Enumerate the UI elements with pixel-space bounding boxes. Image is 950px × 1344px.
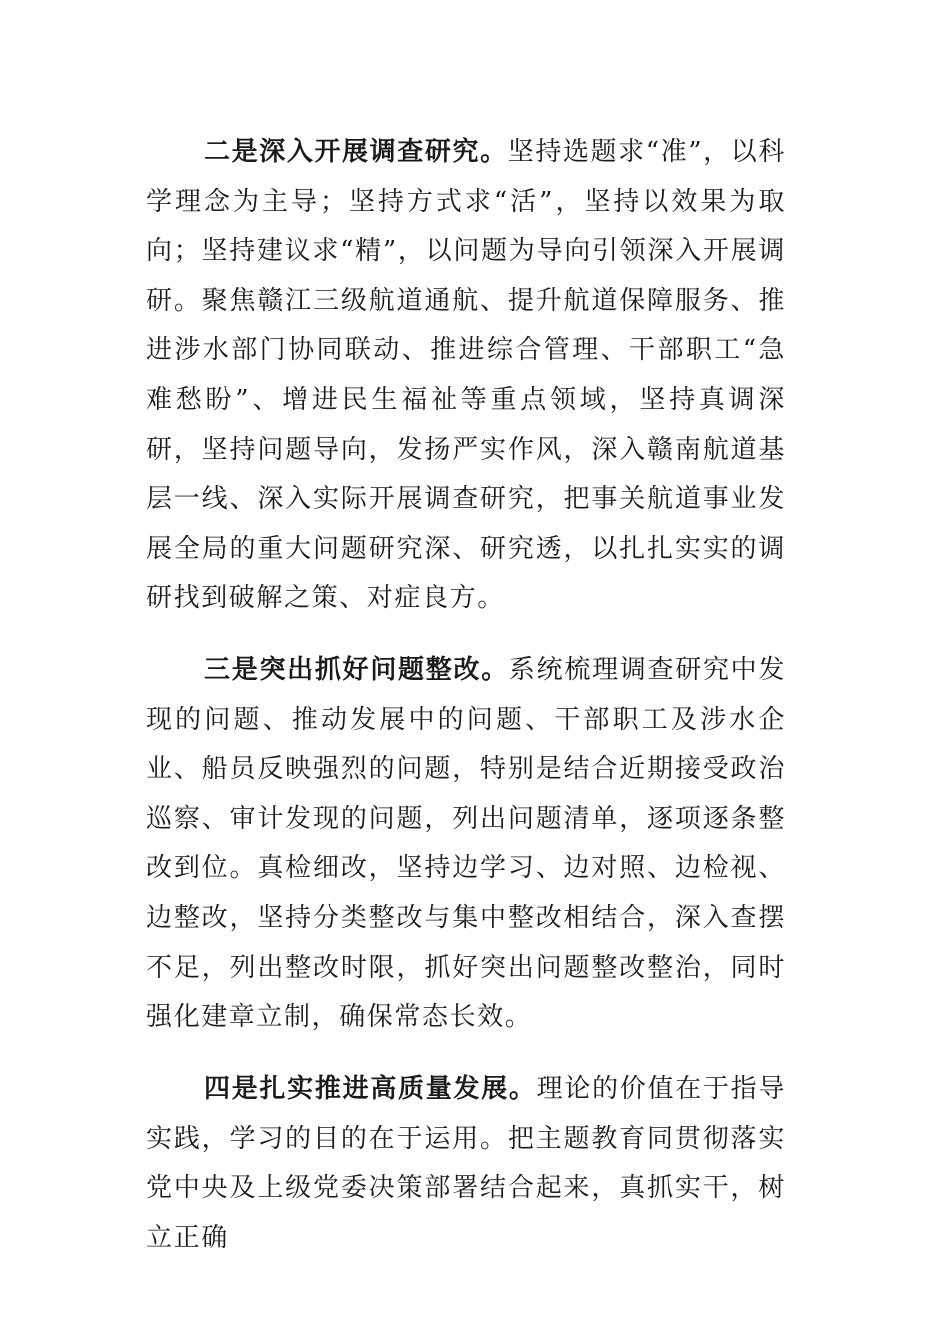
paragraph-high-quality-development — [146, 1065, 786, 1263]
paragraph-problem-rectification — [146, 646, 786, 1043]
paragraph-body-text: 理论的价值在于指导实践，学习的目的在于运用。把主题教育同贯彻落实党中央及上级党委决策部署结合起来，真抓实干，树立正确 — [146, 1074, 786, 1253]
paragraph-lead-heading: 二是深入开展调查研究。 — [204, 137, 508, 167]
paragraph-body-text: 系统梳理调查研究中发现的问题、推动发展中的问题、干部职工及涉水企业、船员反映强烈的问题，特别是结合近期接受政治巡察、审计发现的问题，列出问题清单，逐项逐条整改到位。真检细改，坚持边学习、边对照、边检视、边整改，坚持分类整改与集中整改相结合，深入查摆不足，列出整改时限，抓好突出问题整改整治，同时强化建章立制，确保常态长效。 — [146, 655, 786, 1033]
paragraph-lead-heading: 三是突出抓好问题整改。 — [204, 655, 509, 685]
paragraph-lead-heading: 四是扎实推进高质量发展。 — [204, 1074, 537, 1104]
paragraph-investigation-research — [146, 128, 786, 624]
paragraph-body-text: 坚持选题求“准”，以科学理念为主导；坚持方式求“活”，坚持以效果为取向；坚持建议求“精”，以问题为导向引领深入开展调研。聚焦赣江三级航道通航、提升航道保障服务、推进涉水部门协同联动、推进综合管理、干部职工“急难愁盼”、增进民生福祉等重点领域，坚持真调深研，坚持问题导向，发扬严实作风，深入赣南航道基层一线、深入实际开展调查研究，把事关航道事业发展全局的重大问题研究深、研究透，以扎扎实实的调研找到破解之策、对症良方。 — [146, 137, 786, 614]
